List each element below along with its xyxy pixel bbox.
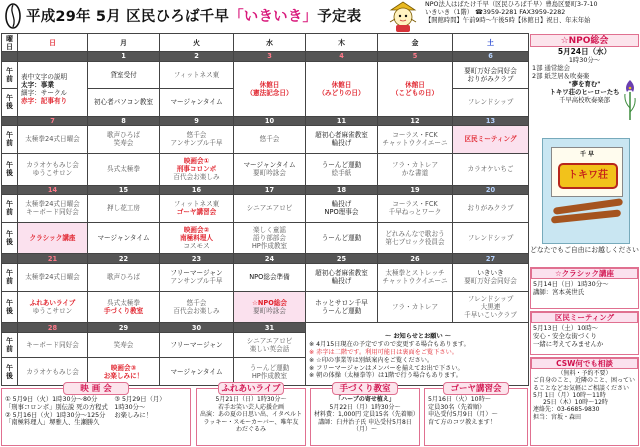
schedule-cell	[160, 263, 234, 291]
notice-item: ※ ☆印の事業等は別紙案内をご覧ください。	[309, 356, 434, 364]
notice-item: ※ 赤字は二階です。利用可能日は裏面をご覧下さい。	[309, 348, 458, 356]
date-cell: 15	[88, 185, 160, 195]
legend-title: 表中文字の説明	[21, 72, 68, 81]
fureai-live-line: わだぐるみ	[235, 426, 266, 433]
notice-title: ～ お知らせとお願い ～	[385, 333, 451, 341]
legend-cell	[18, 61, 88, 116]
period-pm-label: 午後	[2, 291, 18, 323]
am-row	[2, 61, 529, 89]
craft-class-line: 材料費：1,000円 定員15名（先着順）	[314, 411, 419, 418]
schedule-cell	[234, 291, 306, 323]
craft-class-line: 講師：臼井治子氏 申込受付5月8日（月）～	[318, 418, 412, 433]
schedule-item: いきいき	[477, 269, 504, 278]
schedule-item: 要町万好会同好会	[464, 277, 517, 286]
schedule-item: 百代会お楽しみ	[173, 173, 220, 182]
date-cell: 23	[160, 254, 234, 264]
schedule-item: 太極拳24式日曜会	[25, 200, 80, 209]
schedule-cell	[306, 126, 378, 154]
csw-consultation-title: CSW何でも相談	[531, 358, 638, 369]
csw-consultation-box	[530, 357, 639, 446]
holiday-cell	[306, 61, 378, 116]
schedule-item: 要町吟詠会	[253, 306, 286, 315]
date-cell: 3	[234, 52, 306, 62]
csw-consultation-text: ご自身のこと、近隣のこと、困っていることなどお気軽にご相談ください	[533, 377, 636, 392]
csw-consultation-body	[531, 369, 638, 422]
gift-box-caption: 千 早	[579, 151, 595, 158]
schedule-item: 太極拳24式日曜会	[18, 263, 88, 291]
schedule-item: 太極拳24式日曜会	[18, 126, 88, 154]
regional-meeting-box	[530, 311, 639, 355]
date-cell: 13	[453, 116, 529, 126]
date-cell: 24	[234, 254, 306, 264]
schedule-item: どれみんなで歌おう	[385, 230, 445, 239]
schedule-cell	[453, 291, 529, 323]
event-movie-3-note: お楽しみに！	[103, 371, 144, 380]
event-movie-2: 映画会②	[183, 226, 210, 235]
date-cell: 21	[18, 254, 88, 264]
schedule-cell	[88, 291, 160, 323]
schedule-item: 要町吟詠会	[253, 169, 286, 178]
date-cell: 30	[160, 323, 234, 333]
date-cell: 18	[306, 185, 378, 195]
npo-meeting-box	[530, 34, 639, 138]
period-pm-label: 午後	[2, 222, 18, 254]
movie-line: 「南極料理人」堺雅人、生瀬勝久	[5, 419, 100, 427]
schedule-item: フィットネス東	[173, 200, 220, 209]
weekday-wednesday: 水	[234, 34, 306, 52]
schedule-item: 呉式太極拳	[88, 153, 160, 185]
npo-meeting-title: ☆NPO総会	[530, 34, 639, 47]
sidebar	[530, 34, 639, 446]
classic-lecture-box	[530, 267, 639, 309]
goya-workshop-line: 5月16日（火）10時～	[428, 396, 491, 403]
schedule-item: チャットウクイエーニ	[382, 277, 448, 286]
date-row	[2, 116, 529, 126]
npo-meeting-item: 1部 通常総会	[532, 64, 571, 72]
movie-title: 映 画 会	[63, 382, 129, 395]
schedule-item: 千早ねっとワーク	[388, 208, 442, 217]
schedule-item: 楽しい英会話	[249, 345, 290, 354]
schedule-cell	[18, 291, 88, 323]
date-cell: 2	[160, 52, 234, 62]
movie-box	[1, 384, 191, 446]
schedule-item: 太極拳とストレッチ	[385, 269, 445, 278]
schedule-item: フレンドシップ	[453, 89, 529, 117]
legend-red: 赤字：記事有り	[21, 96, 68, 105]
period-pm-label: 午後	[2, 153, 18, 185]
schedule-item: うーんど運動	[321, 161, 362, 170]
pm-row	[2, 291, 529, 323]
schedule-item: チャットウクイエーニ	[382, 139, 448, 148]
date-cell: 20	[453, 185, 529, 195]
date-cell: 12	[378, 116, 453, 126]
schedule-item: 輪投げ	[331, 277, 352, 286]
weekday-friday: 金	[378, 34, 453, 52]
event-movie-2-title: 南極料理人	[180, 234, 213, 243]
schedule-item: フレンドシップ	[467, 294, 514, 303]
movie-list-right	[114, 396, 187, 427]
schedule-item: コスモス	[183, 242, 210, 251]
notice-item: ※ 朝の体操（太極拳等）は1階で行う場合もあります。	[309, 372, 462, 380]
schedule-item: フリーマージャン	[170, 269, 223, 278]
schedule-item: 初心者パソコン教室	[88, 89, 160, 117]
classic-lecture-date: 5月14日（日）1時30分～	[533, 280, 609, 288]
notice-item: ※ フリーマージャンはメンバーを揃えてお出で下さい。	[309, 364, 464, 372]
regional-meeting-text: 一緒に考えてみませんか	[533, 340, 604, 348]
date-cell: 7	[18, 116, 88, 126]
date-row	[2, 323, 529, 333]
movie-line: 「刑事コロンボ」別伝説 死の方程式	[5, 403, 108, 411]
holiday-label: 休館日	[331, 80, 352, 89]
schedule-cell	[306, 291, 378, 323]
schedule-item: 悠千会	[186, 131, 207, 140]
csw-consultation-subtitle: （無料・予約不要）	[557, 370, 612, 377]
period-pm-label: 午後	[2, 89, 18, 117]
npo-meeting-item: "夢を育む"	[568, 80, 601, 88]
schedule-cell	[160, 153, 234, 185]
schedule-item: 歌声ひろば	[88, 263, 160, 291]
date-cell: 9	[160, 116, 234, 126]
legend-thin: 細字：サークル	[21, 88, 67, 97]
schedule-item: 悠千会	[186, 298, 207, 307]
date-cell: 11	[306, 116, 378, 126]
schedule-item: うーんど運動	[249, 363, 290, 372]
event-photo	[542, 138, 630, 244]
schedule-cell	[378, 126, 453, 154]
notice-box	[306, 332, 529, 385]
schedule-item: 大黒連	[480, 302, 501, 311]
schedule-item: かな書道	[401, 169, 429, 178]
classic-lecture-title: ☆クラシック講座	[531, 268, 638, 279]
photo-note: どなたでもご自由にお越しください	[530, 246, 639, 254]
movie-line: ② 5月16日（火）1時30分～125分	[5, 411, 106, 419]
date-cell: 31	[234, 323, 306, 333]
craft-class-box	[310, 384, 420, 446]
holiday-cell	[234, 61, 306, 116]
am-row	[2, 263, 529, 291]
movie-list-left	[5, 396, 110, 427]
monthly-schedule-table	[1, 33, 529, 386]
pm-row	[2, 153, 529, 185]
goya-workshop-line: 定員30名（先着順）	[428, 403, 486, 411]
event-npo-general-meeting: ☆NPO総会	[251, 298, 288, 307]
schedule-item: フラ・カトレア	[378, 291, 453, 323]
classic-lecture-speaker: 講師：宮本英世氏	[533, 288, 585, 296]
event-goya-workshop: ゴーヤ講習会	[176, 208, 217, 217]
goya-workshop-body	[425, 395, 527, 427]
schedule-item: キーボード同好会	[18, 332, 88, 357]
regional-meeting-title: 区民ミーティング	[531, 312, 638, 323]
date-cell: 1	[88, 52, 160, 62]
event-movie-3: 映画会③	[110, 363, 137, 372]
schedule-item: 悠千会	[234, 126, 306, 154]
schedule-item: ホッとサロン千早	[315, 298, 368, 307]
schedule-item: キーボード同好会	[26, 208, 79, 217]
notice-item: ※ 4月15日現在の予定ですので変更する場合もあります。	[309, 341, 470, 349]
iris-flower-icon	[622, 78, 638, 120]
pm-row	[2, 222, 529, 254]
schedule-item: 押し花工房	[88, 195, 160, 223]
schedule-item: カラオケいちご	[453, 153, 529, 185]
date-cell: 14	[18, 185, 88, 195]
am-row	[2, 126, 529, 154]
movie-line: ③ 5月29日（月）	[114, 396, 166, 403]
schedule-cell	[378, 263, 453, 291]
schedule-cell	[234, 153, 306, 185]
schedule-item: HP作成教室	[251, 242, 288, 251]
schedule-item: アンサンブル千早	[170, 277, 223, 286]
schedule-item: マージャンタイム	[243, 161, 296, 170]
schedule-item: 楽しく童謡	[253, 226, 286, 235]
weekday-saturday: 土	[453, 34, 529, 52]
craft-class-title: 手づくり教室	[332, 382, 398, 395]
holiday-name: （憲法記念日）	[246, 88, 293, 97]
period-am-label: 午前	[2, 332, 18, 357]
schedule-item: 輪投げ	[331, 200, 352, 209]
schedule-item: マージャンタイム	[160, 358, 234, 386]
holiday-name: （みどりの日）	[318, 88, 365, 97]
org-hours: 【開館時間】午前9時〜午後5時【休館日】祝日、年末年始	[425, 17, 591, 24]
npo-meeting-item: トキワ荘のヒーローたち	[549, 88, 620, 96]
gift-box-sign: トキワ荘	[558, 163, 618, 189]
movie-line: 1時30分～	[114, 403, 146, 411]
npo-meeting-item: 2部 紙芝居＆吹奏楽	[532, 72, 590, 80]
fureai-live-line: 若手お笑い芸人応援企画	[217, 403, 284, 411]
schedule-item: 呉式太極拳	[107, 298, 140, 307]
schedule-cell	[160, 222, 234, 254]
schedule-item: シニアエアロビ	[246, 337, 293, 346]
schedule-item: HP作成教室	[251, 371, 288, 380]
organization-info	[425, 1, 639, 25]
schedule-item: ゆうこサロン	[32, 306, 73, 315]
schedule-item: カラオケもみじ会	[26, 161, 79, 170]
date-row	[2, 254, 529, 264]
schedule-cell	[378, 222, 453, 254]
schedule-item: マージャンタイム	[88, 222, 160, 254]
page-title	[26, 5, 361, 26]
npo-meeting-item: 千早高校吹奏楽部	[558, 96, 611, 104]
schedule-item: 超初心者麻雀教室	[315, 269, 368, 278]
schedule-item: 語り部部会	[253, 234, 286, 243]
organization-logo-icon	[3, 2, 23, 30]
event-movie-1-title: 刑事コロンボ	[176, 165, 217, 174]
holiday-label: 休館日	[405, 80, 425, 89]
schedule-item: うーんど運動	[321, 306, 362, 315]
schedule-cell	[234, 332, 306, 357]
event-regional-meeting: 区民ミーティング	[453, 126, 529, 154]
goya-workshop-box	[424, 384, 528, 446]
weekday-tuesday: 火	[160, 34, 234, 52]
weekday-monday: 月	[88, 34, 160, 52]
regional-meeting-text: 安心・安全な街づくり	[533, 332, 597, 340]
title-highlight: 「いきいき」	[229, 9, 318, 25]
weekday-sunday: 日	[18, 34, 88, 52]
mascot-character-icon	[386, 0, 420, 33]
classic-lecture-body	[531, 279, 638, 297]
schedule-item: 千早いこいクラブ	[464, 310, 517, 319]
movie-line: ① 5月9日（火）1時30分～80分	[5, 396, 98, 403]
fureai-live-body	[197, 395, 305, 435]
schedule-cell	[453, 61, 529, 89]
date-cell: 16	[160, 185, 234, 195]
schedule-item: フレンドシップ	[453, 222, 529, 254]
craft-class-body	[311, 395, 419, 435]
schedule-cell	[160, 291, 234, 323]
am-row	[2, 332, 529, 357]
schedule-cell	[306, 153, 378, 185]
schedule-item: 笑寿会	[113, 139, 134, 148]
date-cell: 8	[88, 116, 160, 126]
schedule-item: コーラス・FCK	[392, 200, 438, 209]
schedule-cell	[378, 195, 453, 223]
weekday-label: 曜日	[2, 34, 18, 52]
schedule-item: 百代会お楽しみ	[173, 306, 220, 315]
date-cell: 25	[306, 254, 378, 264]
date-cell: 27	[453, 254, 529, 264]
title-prefix: 平成29年 5月 区民ひろば千早	[26, 9, 230, 25]
date-cell: 22	[88, 254, 160, 264]
regional-meeting-date: 5月13日（土）10時～	[533, 324, 599, 332]
date-cell: 4	[306, 52, 378, 62]
schedule-item: おりがみクラブ	[467, 74, 514, 83]
goya-workshop-line: 育て方のコツ教えます！	[428, 418, 497, 426]
schedule-item: マージャンタイム	[160, 89, 234, 117]
event-craft-class: 手づくり教室	[103, 306, 144, 315]
title-suffix: 予定表	[317, 9, 362, 25]
craft-class-line: 「ハーブの寄せ植え」	[335, 396, 395, 403]
regional-meeting-body	[531, 323, 638, 349]
npo-meeting-time: 1時30分～	[568, 56, 601, 64]
period-am-label: 午前	[2, 195, 18, 223]
schedule-cell	[306, 195, 378, 223]
page-header	[0, 0, 640, 33]
schedule-cell	[306, 263, 378, 291]
date-cell: 6	[453, 52, 529, 62]
schedule-item: 要町万好会同好会	[464, 66, 517, 75]
date-cell: 19	[378, 185, 453, 195]
schedule-item: カラオケもみじ会	[18, 358, 88, 386]
date-cell: 10	[234, 116, 306, 126]
weekday-thursday: 木	[306, 34, 378, 52]
schedule-cell	[18, 153, 88, 185]
date-cell: 28	[18, 323, 88, 333]
date-row	[2, 185, 529, 195]
schedule-item: フィットネス東	[160, 61, 234, 89]
fureai-live-line: 5月21日（日）1時30分～	[215, 396, 287, 403]
schedule-cell	[378, 153, 453, 185]
schedule-item: ゆうこサロン	[32, 169, 73, 178]
am-row	[2, 195, 529, 223]
schedule-item: うーんど運動	[306, 222, 378, 254]
date-cell: 29	[88, 323, 160, 333]
npo-meeting-date: 5月24日（水）	[557, 47, 612, 56]
event-classic-lecture: クラシック講座	[18, 222, 88, 254]
schedule-item: 歌声ひろば	[107, 131, 140, 140]
movie-body	[2, 395, 190, 428]
period-pm-label: 午後	[2, 358, 18, 386]
schedule-item: おりがみクラブ	[453, 195, 529, 223]
csw-consultation-contact: 連絡先：03-6685-9830	[533, 406, 600, 414]
schedule-cell	[234, 222, 306, 254]
gift-box-picture	[551, 147, 623, 197]
period-am-label: 午前	[2, 61, 18, 89]
schedule-item: 貸室受付	[88, 61, 160, 89]
event-fureai-live: ふれあいライブ	[29, 298, 76, 307]
schedule-item: コーラス・FCK	[392, 131, 438, 140]
schedule-item: NPO総会準備	[234, 263, 306, 291]
goya-workshop-line: 申込受付5月9日（月）～	[428, 411, 498, 419]
event-movie-1: 映画会①	[183, 157, 210, 166]
schedule-item: 第七ブロック役員会	[385, 238, 445, 247]
date-cell: 17	[234, 185, 306, 195]
date-cell: 26	[378, 254, 453, 264]
holiday-label: 休館日	[259, 80, 280, 89]
legend-bold: 太字：事業	[21, 80, 54, 89]
schedule-cell	[18, 195, 88, 223]
fureai-live-box	[196, 384, 306, 446]
schedule-item: シニアエアロビ	[234, 195, 306, 223]
craft-class-line: 5月22日（月）1時30分～	[329, 403, 401, 411]
holiday-cell	[378, 61, 453, 116]
csw-consultation-date: 25日（木）10時～12時	[543, 399, 608, 407]
schedule-item: フリーマージャン	[160, 332, 234, 357]
csw-consultation-staff: 担当：宮坂・森田	[533, 413, 582, 421]
schedule-item: 絵手紙	[331, 169, 352, 178]
period-am-label: 午前	[2, 263, 18, 291]
schedule-item: 超初心者麻雀教室	[315, 131, 368, 140]
schedule-item: 輪投げ	[331, 139, 352, 148]
schedule-cell	[160, 126, 234, 154]
schedule-item: NPO理事会	[324, 208, 359, 217]
schedule-item: フラ・カトレア	[391, 161, 439, 170]
csw-consultation-date: 5月 1日（月）10時～11時	[533, 391, 606, 399]
weekday-header-row	[2, 34, 529, 52]
schedule-cell	[453, 263, 529, 291]
schedule-item: アンサンブル千早	[170, 139, 223, 148]
date-cell: 5	[378, 52, 453, 62]
goya-workshop-title: ゴーヤ講習会	[443, 382, 509, 395]
schedule-cell	[160, 195, 234, 223]
fureai-live-line: ラッキー・スモーカーバー、唯年友	[203, 418, 299, 426]
holiday-name: （こどもの日）	[391, 88, 439, 97]
fureai-live-title: ふれあいライブ	[218, 382, 284, 395]
schedule-cell	[88, 126, 160, 154]
date-row	[2, 52, 529, 62]
org-address: NPO法人はばたけ千早（区民ひろば千早）豊島区要町3-7-10	[425, 1, 598, 8]
fureai-live-line: 出演：あの夏の日思い出、イタペルト	[200, 411, 303, 418]
org-phone: いきいき（1階） ☎3959-2281 FAX3959-2282	[425, 9, 566, 16]
movie-line: お楽しみに！	[114, 411, 153, 419]
period-am-label: 午前	[2, 126, 18, 154]
schedule-item: 笑寿会	[88, 332, 160, 357]
